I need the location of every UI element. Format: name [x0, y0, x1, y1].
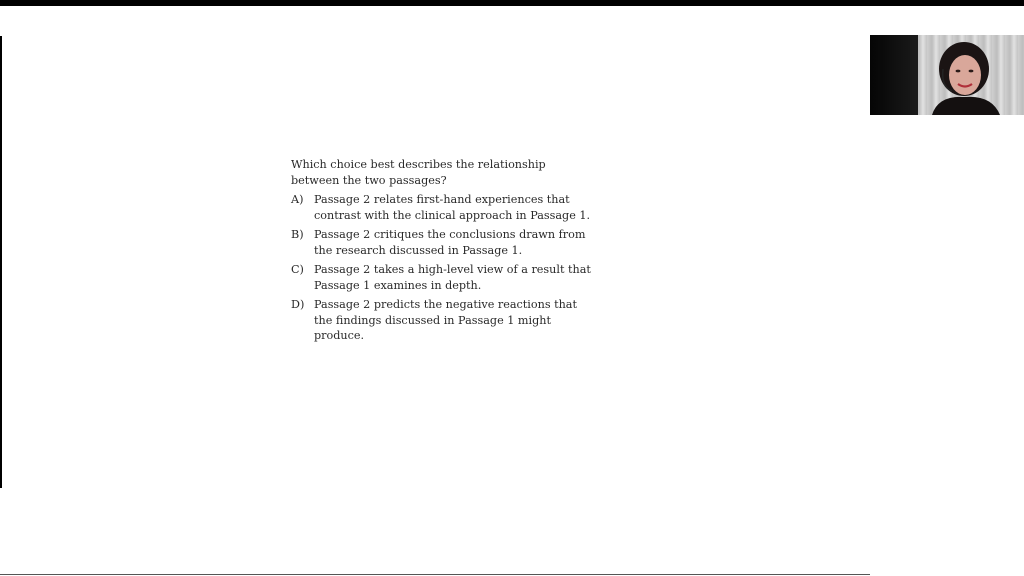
- slide-bottom-border: [0, 574, 870, 575]
- webcam-video[interactable]: [870, 35, 1024, 115]
- choice-text: Passage 2 relates first-hand experiences that contrast with the clinical approach in Passage 1.: [314, 193, 591, 222]
- answer-choice-b: [291, 227, 591, 258]
- choice-text: Passage 2 takes a high-level view of a result that Passage 1 examines in depth.: [314, 263, 591, 292]
- answer-choice-a: [291, 192, 591, 223]
- question-block: [291, 157, 591, 348]
- answer-choice-d: [291, 297, 591, 344]
- choice-letter: A): [291, 193, 304, 206]
- answer-choice-c: [291, 262, 591, 293]
- webcam-shadow: [870, 35, 918, 115]
- choice-text: Passage 2 critiques the conclusions drawn from the research discussed in Passage 1.: [314, 228, 586, 257]
- slide-left-border: [0, 36, 2, 488]
- presenter-avatar-icon: [912, 39, 1012, 115]
- choice-text: Passage 2 predicts the negative reactions that the findings discussed in Passage 1 might produce.: [314, 298, 577, 342]
- choice-letter: C): [291, 263, 304, 276]
- choice-letter: B): [291, 228, 304, 241]
- choice-letter: D): [291, 298, 305, 311]
- question-stem: Which choice best describes the relationship between the two passages?: [291, 158, 546, 187]
